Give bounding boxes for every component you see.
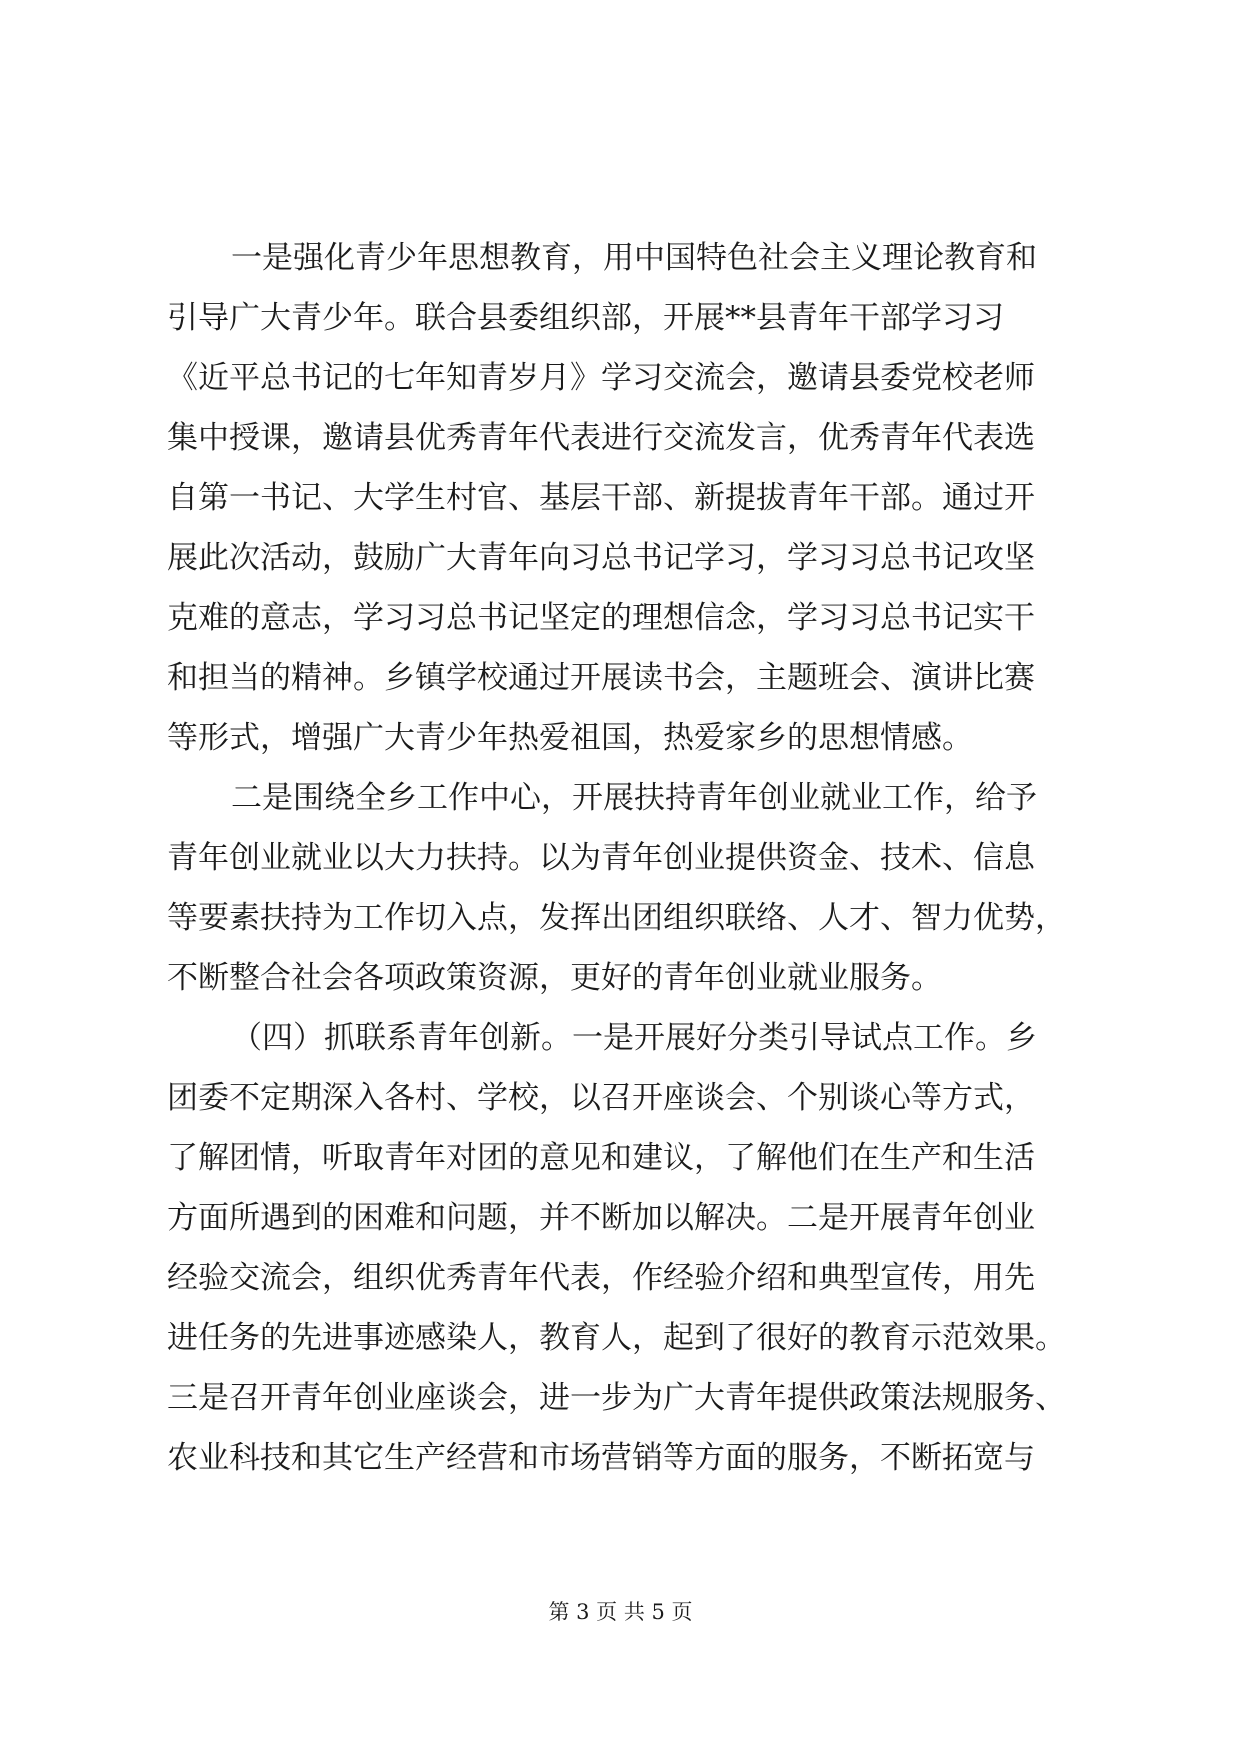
paragraph-2-line-4: 不断整合社会各项政策资源，更好的青年创业就业服务。 [167, 960, 942, 996]
paragraph-1-line-3: 《近平总书记的七年知青岁月》学习交流会，邀请县委党校老师 [167, 360, 1035, 396]
paragraph-1-line-2: 引导广大青少年。联合县委组织部，开展**县青年干部学习习 [167, 300, 1004, 336]
paragraph-3-line-7: 三是召开青年创业座谈会，进一步为广大青年提供政策法规服务、 [167, 1380, 1066, 1416]
paragraph-2-line-1: 二是围绕全乡工作中心，开展扶持青年创业就业工作，给予 [231, 780, 1037, 816]
paragraph-1-line-9: 等形式，增强广大青少年热爱祖国，热爱家乡的思想情感。 [167, 720, 973, 756]
paragraph-1-line-6: 展此次活动，鼓励广大青年向习总书记学习，学习习总书记攻坚 [167, 540, 1035, 576]
paragraph-3-line-5: 经验交流会，组织优秀青年代表，作经验介绍和典型宣传，用先 [167, 1260, 1035, 1296]
paragraph-1-line-4: 集中授课，邀请县优秀青年代表进行交流发言，优秀青年代表选 [167, 420, 1035, 456]
paragraph-2-line-2: 青年创业就业以大力扶持。以为青年创业提供资金、技术、信息 [167, 840, 1035, 876]
paragraph-3-line-3: 了解团情，听取青年对团的意见和建议，了解他们在生产和生活 [167, 1140, 1035, 1176]
paragraph-3-line-8: 农业科技和其它生产经营和市场营销等方面的服务，不断拓宽与 [167, 1440, 1035, 1476]
paragraph-2-line-3: 等要素扶持为工作切入点，发挥出团组织联络、人才、智力优势， [167, 900, 1066, 936]
paragraph-3-line-6: 进任务的先进事迹感染人，教育人，起到了很好的教育示范效果。 [167, 1320, 1066, 1356]
page-number-footer: 第 3 页 共 5 页 [548, 1600, 693, 1624]
paragraph-3-line-4: 方面所遇到的困难和问题，并不断加以解决。二是开展青年创业 [167, 1200, 1035, 1236]
paragraph-1-line-1: 一是强化青少年思想教育，用中国特色社会主义理论教育和 [231, 240, 1037, 276]
paragraph-3-line-2: 团委不定期深入各村、学校，以召开座谈会、个别谈心等方式， [167, 1080, 1035, 1116]
paragraph-3-line-1: （四）抓联系青年创新。一是开展好分类引导试点工作。乡 [231, 1020, 1037, 1056]
paragraph-1-line-5: 自第一书记、大学生村官、基层干部、新提拔青年干部。通过开 [167, 480, 1035, 516]
document-body [167, 228, 1077, 1488]
paragraph-1-line-8: 和担当的精神。乡镇学校通过开展读书会，主题班会、演讲比赛 [167, 660, 1035, 696]
paragraph-1-line-7: 克难的意志，学习习总书记坚定的理想信念，学习习总书记实干 [167, 600, 1035, 636]
